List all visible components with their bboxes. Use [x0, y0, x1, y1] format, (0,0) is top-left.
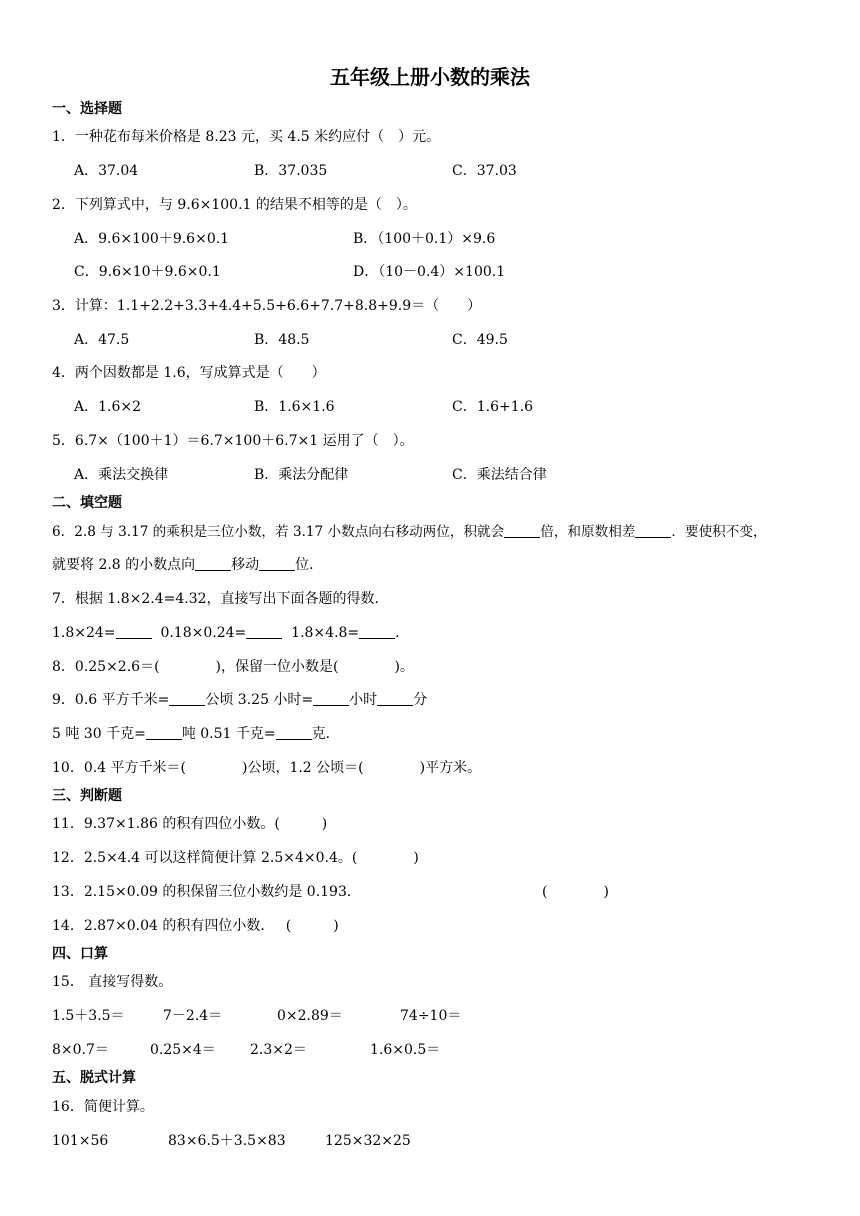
section-heading-choice: 一、选择题	[52, 101, 122, 117]
oral-expression: 0.25×4＝	[150, 1042, 216, 1058]
question-7-end: ．	[395, 625, 410, 641]
question-12: 12．2.5×4.4 可以这样简便计算 2.5×4×0.4。( )	[52, 850, 419, 866]
question-2-option-c: C．9.6×10＋9.6×0.1	[74, 264, 221, 280]
answer-blank[interactable]	[116, 624, 152, 639]
question-3-option-a: A．47.5	[74, 332, 130, 348]
question-5-stem: 5．6.7×（100＋1）＝6.7×100＋6.7×1 运用了（ ）。	[52, 433, 414, 449]
question-5-option-a: A．乘法交换律	[74, 467, 169, 483]
question-1-option-a: A．37.04	[74, 163, 139, 179]
question-9-text-7: 克．	[311, 726, 340, 742]
question-2-option-a: A．9.6×100＋9.6×0.1	[74, 231, 230, 247]
question-1-option-c: C．37.03	[452, 163, 517, 179]
question-4-option-c: C．1.6+1.6	[452, 399, 533, 415]
question-9-line-2	[52, 724, 340, 744]
question-2-option-b: B．（100＋0.1）×9.6	[353, 231, 496, 247]
question-6-text-4: 就要将 2.8 的小数点向	[52, 557, 196, 573]
question-14: 14．2.87×0.04 的积有四位小数． ( )	[52, 918, 339, 934]
question-9-text-6: 吨 0.51 千克=	[181, 726, 276, 742]
question-7-expr-3: 1.8×4.8=	[291, 625, 360, 641]
question-3-option-b: B．48.5	[254, 332, 310, 348]
question-6-text-2: 倍，和原数相差	[540, 524, 636, 540]
question-7-expressions	[52, 623, 409, 643]
question-5-option-b: B．乘法分配律	[254, 467, 349, 483]
answer-blank[interactable]	[169, 691, 205, 706]
answer-blank[interactable]	[246, 624, 282, 639]
question-3-option-c: C．49.5	[452, 332, 508, 348]
question-4-option-a: A．1.6×2	[74, 399, 142, 415]
oral-expression: 0×2.89＝	[277, 1008, 343, 1024]
answer-blank[interactable]	[377, 691, 413, 706]
oral-expression: 74÷10＝	[400, 1008, 462, 1024]
question-10: 10．0.4 平方千米＝( )公顷，1.2 公顷＝( )平方米。	[52, 760, 482, 776]
question-7-expr-2: 0.18×0.24=	[160, 625, 247, 641]
question-16-stem: 16．简便计算。	[52, 1099, 154, 1115]
answer-blank[interactable]	[313, 691, 349, 706]
page-title: 五年级上册小数的乘法	[330, 65, 530, 89]
section-heading-calculation: 五、脱式计算	[52, 1070, 136, 1086]
oral-expression: 7－2.4＝	[163, 1008, 223, 1024]
answer-blank[interactable]	[635, 523, 671, 538]
question-1-option-b: B．37.035	[254, 163, 328, 179]
section-heading-judge: 三、判断题	[52, 788, 122, 804]
answer-blank[interactable]	[146, 725, 182, 740]
calculation-expression: 125×32×25	[325, 1133, 411, 1149]
answer-blank[interactable]	[276, 725, 312, 740]
oral-expression: 8×0.7＝	[52, 1042, 109, 1058]
section-heading-fill: 二、填空题	[52, 495, 122, 511]
question-6-text-5: 移动	[231, 557, 260, 573]
question-1-stem: 1．一种花布每米价格是 8.23 元，买 4.5 米约应付（ ）元。	[52, 129, 441, 145]
question-6-text-1: 6．2.8 与 3.17 的乘积是三位小数，若 3.17 小数点向右移动两位，积就会	[52, 524, 505, 540]
answer-blank[interactable]	[259, 556, 295, 571]
question-15-stem: 15． 直接写得数。	[52, 974, 173, 990]
oral-expression: 1.6×0.5＝	[370, 1042, 441, 1058]
question-6-line-1	[52, 522, 767, 542]
section-heading-oral: 四、口算	[52, 946, 108, 962]
oral-expression: 2.3×2＝	[250, 1042, 307, 1058]
question-13-stem: 13．2.15×0.09 的积保留三位小数约是 0.193．	[52, 884, 361, 900]
question-13-paren: ( )	[542, 884, 609, 900]
question-2-stem: 2．下列算式中，与 9.6×100.1 的结果不相等的是（ ）。	[52, 197, 417, 213]
question-6-text-3: ．要使积不变，	[671, 524, 767, 540]
question-9-line-1	[52, 690, 427, 710]
answer-blank[interactable]	[195, 556, 231, 571]
question-9-text-2: 公顷 3.25 小时=	[205, 692, 314, 708]
question-6-line-2	[52, 555, 323, 575]
calculation-expression: 83×6.5＋3.5×83	[168, 1133, 286, 1149]
question-8: 8．0.25×2.6＝( )，保留一位小数是( )。	[52, 659, 414, 675]
question-5-option-c: C．乘法结合律	[452, 467, 547, 483]
question-9-text-5: 5 吨 30 千克=	[52, 726, 146, 742]
calculation-expression: 101×56	[52, 1133, 109, 1149]
question-9-text-3: 小时	[349, 692, 378, 708]
question-9-text-4: 分	[413, 692, 428, 708]
question-3-stem: 3．计算：1.1+2.2+3.3+4.4+5.5+6.6+7.7+8.8+9.9＝（ ）	[52, 298, 482, 314]
answer-blank[interactable]	[504, 523, 540, 538]
answer-blank[interactable]	[359, 624, 395, 639]
question-4-stem: 4．两个因数都是 1.6，写成算式是（ ）	[52, 365, 326, 381]
question-6-text-6: 位．	[295, 557, 324, 573]
question-2-option-d: D．（10－0.4）×100.1	[353, 264, 506, 280]
question-9-text-1: 9．0.6 平方千米=	[52, 692, 170, 708]
question-4-option-b: B．1.6×1.6	[254, 399, 335, 415]
question-7-expr-1: 1.8×24=	[52, 625, 116, 641]
question-7-stem: 7．根据 1.8×2.4=4.32，直接写出下面各题的得数．	[52, 591, 389, 607]
oral-expression: 1.5＋3.5＝	[52, 1008, 125, 1024]
question-11: 11．9.37×1.86 的积有四位小数。( )	[52, 816, 328, 832]
